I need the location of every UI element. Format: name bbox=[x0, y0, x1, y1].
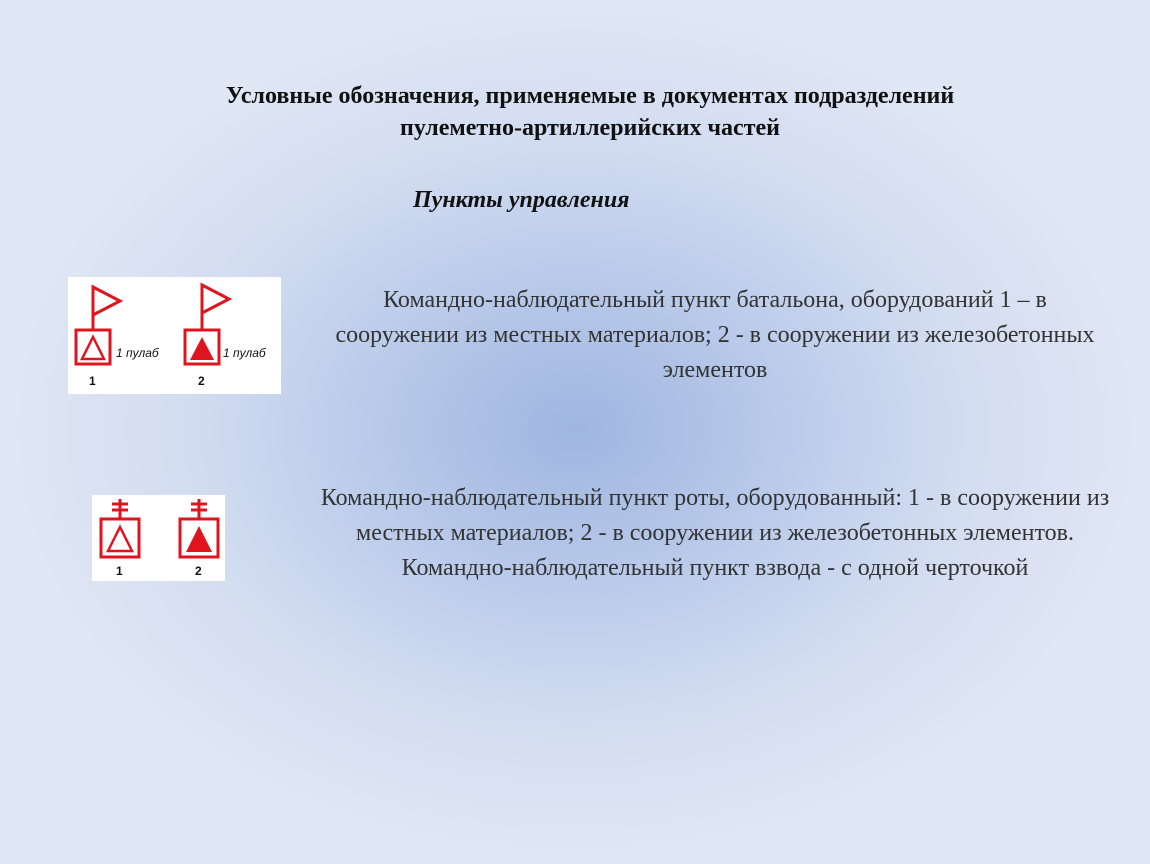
flag-square-hollow-triangle-icon bbox=[76, 287, 120, 364]
company-post-symbols bbox=[92, 495, 225, 581]
company-post-description: Командно-наблюдательный пункт роты, оборудованный: 1 - в сооружении из местных материалов; 2 - в сооружении из железобетонных элементов. Командно-наблюдательный пункт взвода - с одной черточкой bbox=[320, 485, 1110, 581]
symbol-number-1: 1 bbox=[89, 374, 96, 388]
unit-label-1: 1 пулаб bbox=[116, 346, 159, 360]
section-subtitle: Пункты управления bbox=[413, 187, 630, 213]
symbol-number-2: 2 bbox=[198, 374, 205, 388]
slide-title bbox=[80, 80, 1100, 144]
symbol-number-2: 2 bbox=[195, 564, 202, 578]
title-line-1: Условные обозначения, применяемые в документах подразделений bbox=[225, 83, 955, 109]
cross-mast-square-hollow-triangle-icon bbox=[101, 499, 139, 557]
battalion-post-description: Командно-наблюдательный пункт батальона, оборудований 1 – в сооружении из местных материалов; 2 - в сооружении из железобетонных элементов bbox=[335, 287, 1095, 383]
symbol-number-1: 1 bbox=[116, 564, 123, 578]
title-line-2: пулеметно-артиллерийских частей bbox=[400, 115, 780, 141]
unit-label-2: 1 пулаб bbox=[223, 346, 266, 360]
battalion-post-symbols bbox=[68, 277, 281, 394]
cross-mast-square-filled-triangle-icon bbox=[180, 499, 218, 557]
